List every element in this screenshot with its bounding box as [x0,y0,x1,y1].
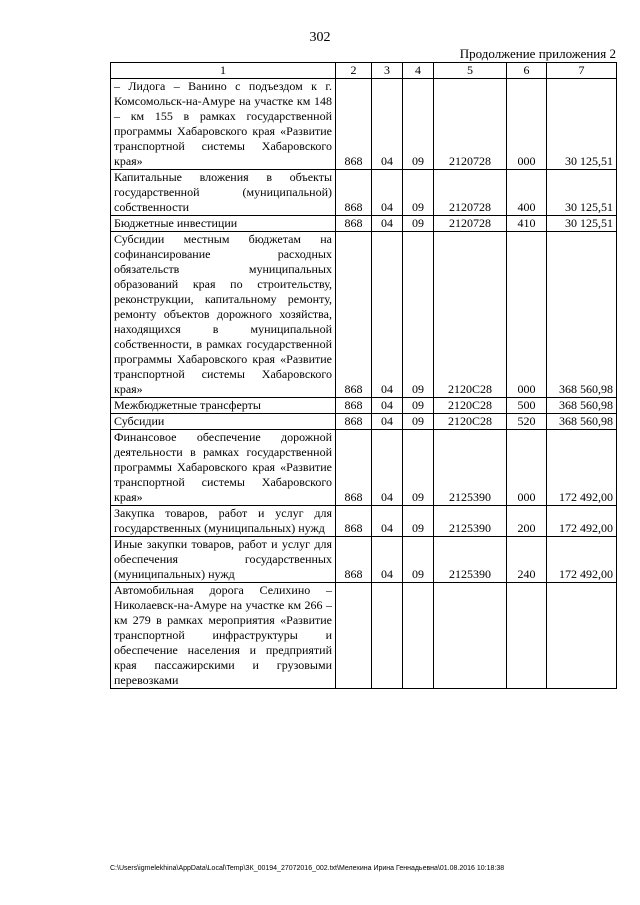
header-col-5: 5 [434,63,507,79]
row-amount-cell: 172 492,00 [547,537,617,583]
row-type-cell: 000 [507,79,547,170]
row-target-cell: 2120С28 [434,398,507,414]
row-section-cell: 04 [372,430,403,506]
row-section-cell: 04 [372,414,403,430]
row-amount-cell: 30 125,51 [547,79,617,170]
row-section-cell: 04 [372,170,403,216]
row-amount-cell [547,583,617,689]
row-code-cell: 868 [336,414,372,430]
row-target-cell: 2120728 [434,170,507,216]
row-name-cell: Закупка товаров, работ и услуг для государственных (муниципальных) нужд [111,506,336,537]
row-section-cell: 04 [372,537,403,583]
row-target-cell: 2125390 [434,506,507,537]
row-type-cell: 400 [507,170,547,216]
row-section-cell: 04 [372,398,403,414]
row-code-cell: 868 [336,79,372,170]
row-type-cell: 240 [507,537,547,583]
row-subsection-cell: 09 [403,537,434,583]
row-code-cell: 868 [336,430,372,506]
row-subsection-cell: 09 [403,414,434,430]
table-row [111,398,617,414]
table-row [111,170,617,216]
row-type-cell: 520 [507,414,547,430]
row-name-cell: Субсидии местным бюджетам на софинансирование расходных обязательств муниципальных образований края по строительству, реконструкции, капитальному ремонту, ремонту объектов дорожного хозяйства, находящихся в муниципальной собственности, в рамках государственной программы Хабаровского края «Развитие транспортной системы Хабаровского края» [111,232,336,398]
row-code-cell: 868 [336,537,372,583]
row-subsection-cell: 09 [403,232,434,398]
continuation-label: Продолжение приложения 2 [459,46,616,61]
row-section-cell: 04 [372,79,403,170]
row-name-cell: Иные закупки товаров, работ и услуг для обеспечения государственных (муниципальных) нужд [111,537,336,583]
row-type-cell: 410 [507,216,547,232]
row-amount-cell: 30 125,51 [547,170,617,216]
row-section-cell: 04 [372,506,403,537]
row-amount-cell: 172 492,00 [547,506,617,537]
row-code-cell: 868 [336,170,372,216]
header-col-2: 2 [336,63,372,79]
table-header-row [111,63,617,79]
page-number: 302 [309,30,331,45]
row-subsection-cell: 09 [403,506,434,537]
row-type-cell: 500 [507,398,547,414]
row-code-cell: 868 [336,216,372,232]
row-amount-cell: 368 560,98 [547,232,617,398]
row-code-cell: 868 [336,398,372,414]
row-type-cell [507,583,547,689]
row-type-cell: 000 [507,232,547,398]
table-row [111,430,617,506]
row-code-cell: 868 [336,232,372,398]
table-row [111,216,617,232]
row-subsection-cell: 09 [403,398,434,414]
row-name-cell: Межбюджетные трансферты [111,398,336,414]
table-row [111,506,617,537]
row-code-cell: 868 [336,506,372,537]
row-amount-cell: 368 560,98 [547,414,617,430]
row-section-cell: 04 [372,216,403,232]
row-target-cell: 2125390 [434,430,507,506]
row-name-cell: Субсидии [111,414,336,430]
row-type-cell: 200 [507,506,547,537]
header-col-7: 7 [547,63,617,79]
row-subsection-cell: 09 [403,430,434,506]
table-row [111,537,617,583]
row-subsection-cell: 09 [403,216,434,232]
budget-table [110,62,617,689]
row-name-cell: Финансовое обеспечение дорожной деятельности в рамках государственной программы Хабаровского края «Развитие транспортной системы Хабаровского края» [111,430,336,506]
row-amount-cell: 172 492,00 [547,430,617,506]
row-type-cell: 000 [507,430,547,506]
row-amount-cell: 30 125,51 [547,216,617,232]
row-subsection-cell: 09 [403,170,434,216]
row-subsection-cell: 09 [403,79,434,170]
row-target-cell: 2120728 [434,216,507,232]
footer-file-path: C:\Users\igmelekhina\AppData\Local\Temp\ЗК_00194_27072016_002.txt\Мелехина Ирина Геннадьевна\01.08.2016 10:18:38 [110,865,505,872]
row-target-cell: 2125390 [434,537,507,583]
table-row [111,232,617,398]
table-row [111,414,617,430]
row-subsection-cell [403,583,434,689]
header-col-4: 4 [403,63,434,79]
row-name-cell: – Лидога – Ванино с подъездом к г. Комсомольск-на-Амуре на участке км 148 – км 155 в рамках государственной программы Хабаровского края «Развитие транспортной системы Хабаровского края» [111,79,336,170]
row-target-cell: 2120С28 [434,232,507,398]
row-target-cell: 2120728 [434,79,507,170]
row-section-cell [372,583,403,689]
table-row [111,79,617,170]
row-name-cell: Бюджетные инвестиции [111,216,336,232]
header-col-6: 6 [507,63,547,79]
header-col-1: 1 [111,63,336,79]
row-name-cell: Капитальные вложения в объекты государственной (муниципальной) собственности [111,170,336,216]
row-name-cell: Автомобильная дорога Селихино – Николаевск-на-Амуре на участке км 266 – км 279 в рамках мероприятия «Развитие транспортной инфраструктуры и обеспечение населения и предприятий края пассажирскими и грузовыми перевозками [111,583,336,689]
row-code-cell [336,583,372,689]
header-col-3: 3 [372,63,403,79]
row-section-cell: 04 [372,232,403,398]
table-row [111,583,617,689]
row-target-cell [434,583,507,689]
row-target-cell: 2120С28 [434,414,507,430]
row-amount-cell: 368 560,98 [547,398,617,414]
